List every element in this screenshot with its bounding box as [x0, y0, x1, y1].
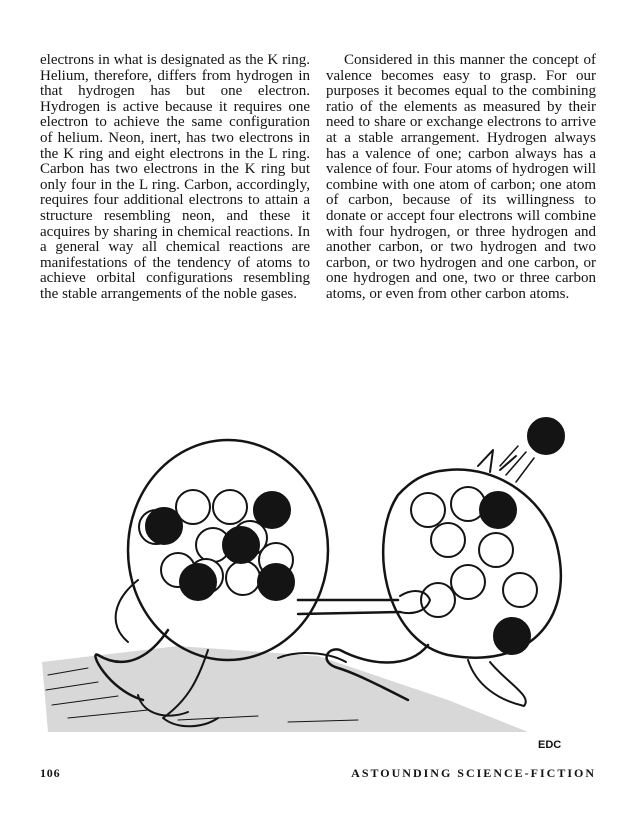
page-number: 106 [40, 766, 61, 780]
ground-shading [42, 646, 528, 732]
cartoon-illustration [28, 400, 610, 760]
page-footer [40, 766, 596, 786]
paragraph-right: Considered in this manner the concept of valence becomes easy to grasp. For our purposes it becomes equal to the combining ratio of the elements as measured by their need to share or exchange electrons to arrive at a stable arrangement. Hydrogen always has a valence of one; carbon always has a valence of four. Four atoms of hydrogen will combine with one atom of carbon; one atom of carbon, because of its willingness to donate or accept four electrons will combine with four hydrogen, or three hydrogen and another carbon, or two hydrogen and two carbon, or two hydrogen and one carbon, or one hydrogen and one, two or three carbon atoms, or even from other carbon atoms. [326, 52, 596, 302]
text-column-right [326, 53, 596, 303]
text-column-left [40, 53, 310, 303]
magazine-title: ASTOUNDING SCIENCE-FICTION [351, 766, 596, 780]
artist-signature: EDC [538, 739, 562, 751]
paragraph-left: electrons in what is designated as the K ring. Helium, therefore, differs from hydrogen in that hydrogen has but one electron. Hydrogen is active because it requires one electron to achieve the same configuration of helium. Neon, inert, has two electrons in the K ring and eight electrons in the L ring. Carbon has two electrons in the K ring but only four in the L ring. Carbon, accordingly, requires four additional electrons to attain a structure resembling neon, and these it acquires by sharing in chemical reactions. In a general way all chemical reactions are manifestations of the tendency of atoms to achieve orbital configurations resembling the stable arrangements of the noble gases. [40, 52, 310, 302]
